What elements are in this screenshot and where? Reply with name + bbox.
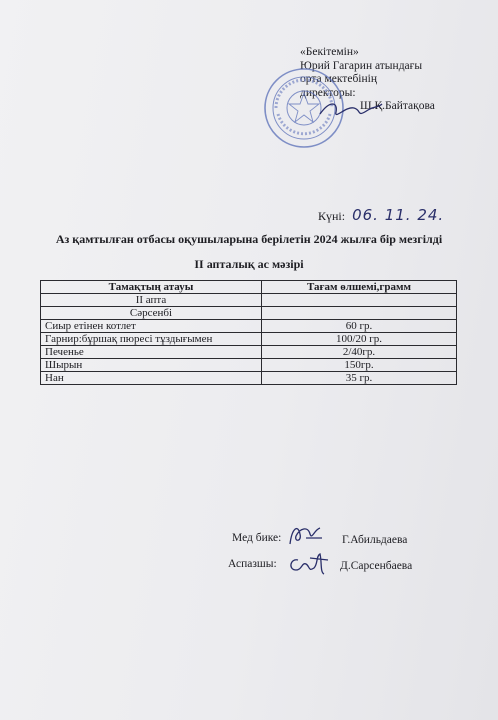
director-signature-icon (316, 96, 386, 122)
table-row (41, 333, 457, 346)
approval-line-2: Юрий Гагарин атындағы (300, 59, 423, 72)
table-row (41, 346, 457, 359)
day-empty-cell (262, 307, 457, 320)
dish-portion: 150гр. (262, 359, 457, 372)
table-header-row (41, 281, 457, 294)
cook-signature-icon (284, 550, 332, 578)
document-subtitle: II апталық ас мәзірі (194, 257, 304, 271)
table-row-week (41, 294, 457, 307)
date-label: Күні: (318, 209, 346, 223)
week-empty-cell (262, 294, 457, 307)
date-row (318, 206, 444, 224)
dish-portion: 100/20 гр. (262, 333, 457, 346)
table-row (41, 320, 457, 333)
nurse-signature-icon (284, 520, 328, 548)
week-label: II апта (41, 294, 262, 307)
dish-name: Нан (41, 372, 262, 385)
menu-table (40, 280, 457, 385)
approval-line-3: орта мектебінің (300, 73, 377, 85)
date-value: 06. 11. 24. (352, 206, 445, 224)
dish-name: Гарнир:бұршақ пюресі тұздығымен (41, 333, 262, 346)
nurse-name: Г.Абильдаева (342, 534, 408, 546)
nurse-label: Мед бике: (232, 532, 282, 544)
cook-label: Аспазшы: (228, 558, 277, 570)
column-header-portion: Тағам өлшемі,грамм (262, 281, 457, 294)
approval-line-1: «Бекітемін» (300, 46, 359, 58)
dish-portion: 35 гр. (262, 372, 457, 385)
table-row (41, 372, 457, 385)
table-row-day (41, 307, 457, 320)
column-header-dish: Тамақтың атауы (41, 281, 262, 294)
dish-name: Сиыр етінен котлет (41, 320, 262, 333)
dish-name: Шырын (41, 359, 262, 372)
approval-line-5: Ш.Қ.Байтақова (360, 100, 435, 112)
approval-line-4: директоры: (300, 86, 356, 99)
table-row (41, 359, 457, 372)
dish-portion: 2/40гр. (262, 346, 457, 359)
dish-name: Печенье (41, 346, 262, 359)
dish-portion: 60 гр. (262, 320, 457, 333)
cook-name: Д.Сарсенбаева (340, 560, 413, 572)
document-title: Аз қамтылған отбасы оқушыларына берілетін 2024 жылға бір мезгілді (55, 232, 443, 246)
day-label: Сәрсенбі (41, 307, 262, 320)
